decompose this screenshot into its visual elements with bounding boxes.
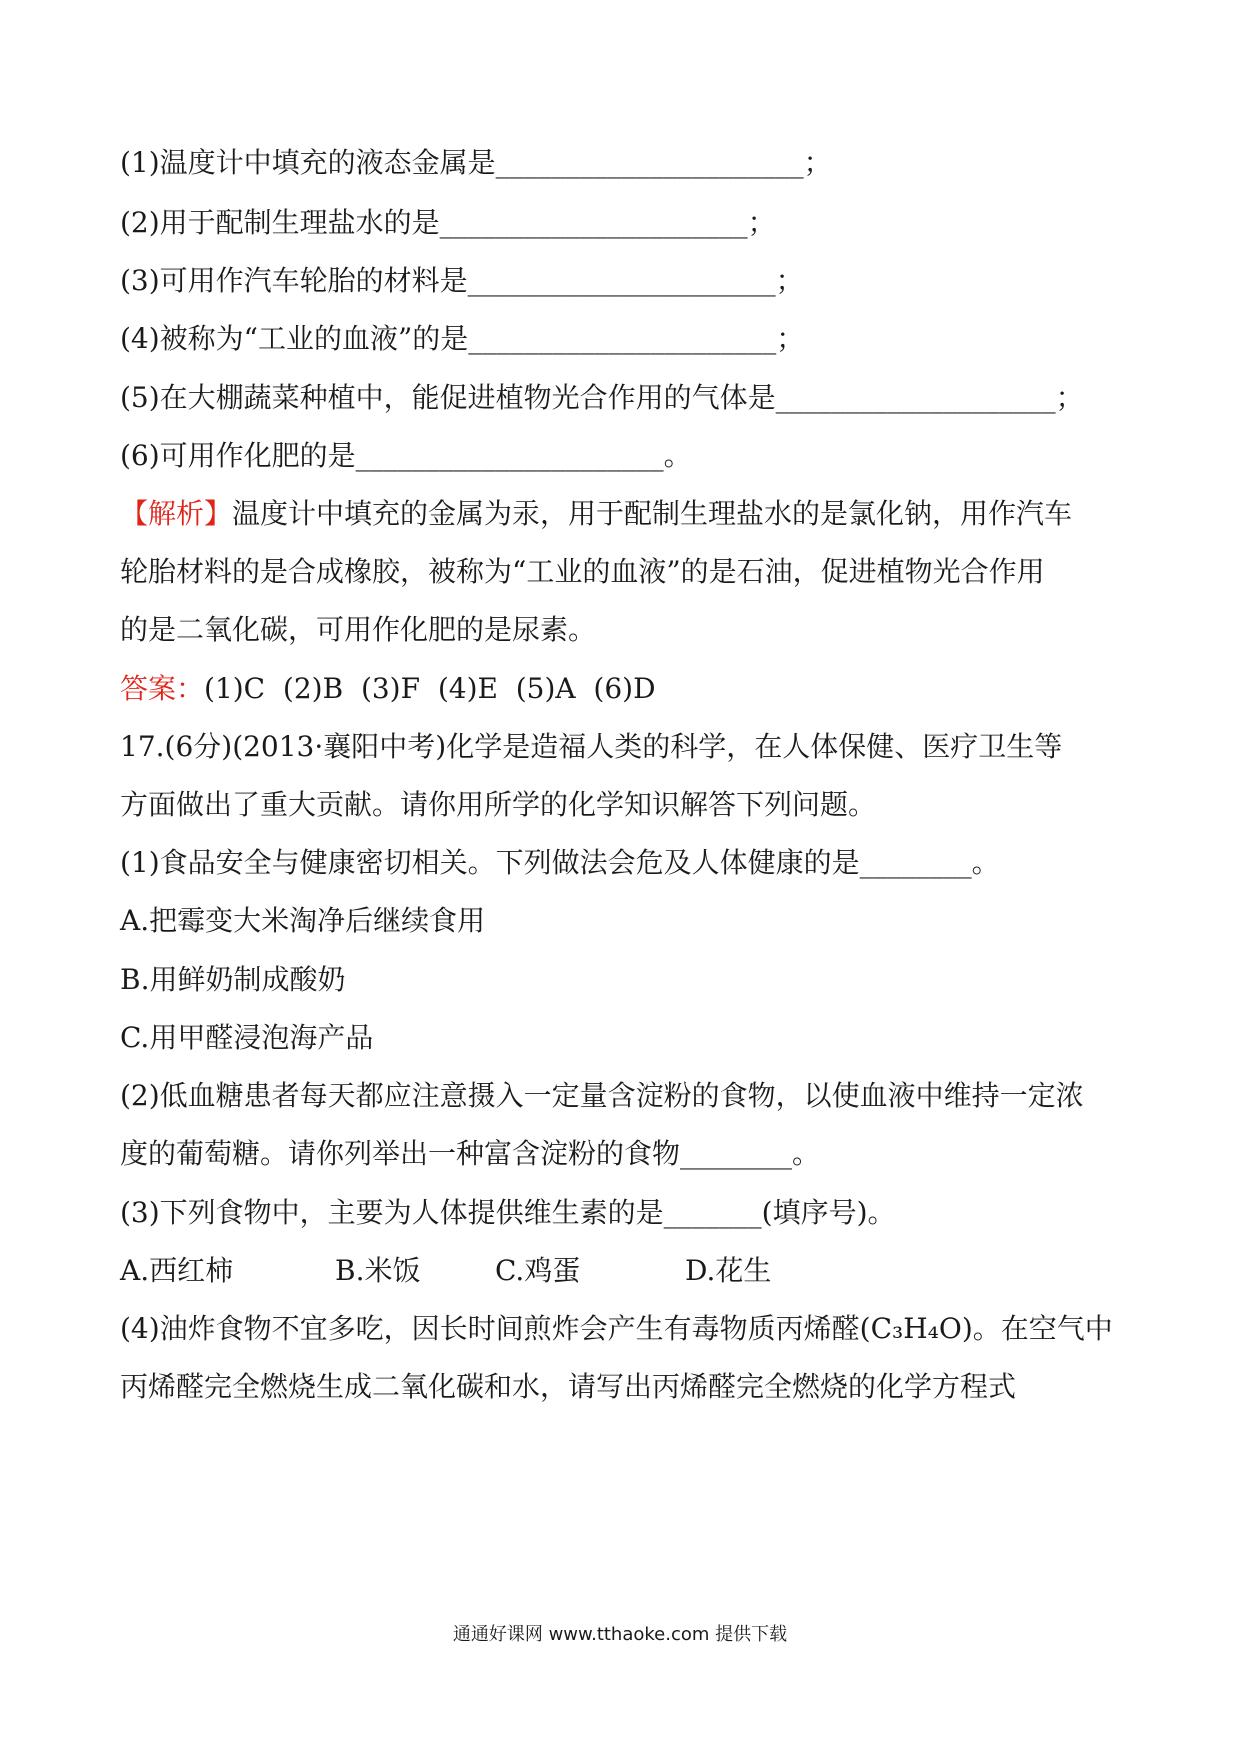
analysis-line-3: 的是二氧化碳，可用作化肥的是尿素。	[120, 613, 597, 646]
q16-item-3: (3)可用作汽车轮胎的材料是______________________；	[120, 264, 804, 297]
q16-item-2: (2)用于配制生理盐水的是______________________；	[120, 206, 776, 239]
answer-line	[120, 669, 656, 709]
q17-part-3-option-a: A.西红柿	[120, 1254, 234, 1287]
analysis-text-1: 温度计中填充的金属为汞，用于配制生理盐水的是氯化钠，用作汽车	[232, 497, 1073, 530]
q17-part-4-line-1: (4)油炸食物不宜多吃，因长时间煎炸会产生有毒物质丙烯醛(C₃H₄O)。在空气中	[120, 1312, 1113, 1345]
analysis-label: 【解析】	[120, 497, 233, 530]
q17-part-1: (1)食品安全与健康密切相关。下列做法会危及人体健康的是________。	[120, 846, 1000, 879]
analysis-line-2: 轮胎材料的是合成橡胶，被称为“工业的血液”的是石油，促进植物光合作用	[120, 555, 1045, 588]
q17-part-3-option-d: D.花生	[685, 1254, 772, 1287]
q17-part-3: (3)下列食物中，主要为人体提供维生素的是_______(填序号)。	[120, 1196, 896, 1229]
answer-text: (1)C (2)B (3)F (4)E (5)A (6)D	[204, 672, 656, 705]
q17-part-3-option-b: B.米饭	[335, 1254, 421, 1287]
q17-part-1-option-c: C.用甲醛浸泡海产品	[120, 1021, 374, 1054]
q16-item-1: (1)温度计中填充的液态金属是______________________；	[120, 146, 832, 179]
page-footer: 通通好课网 www.tthaoke.com 提供下载	[452, 1624, 788, 1645]
q17-part-1-option-a: A.把霉变大米淘净后继续食用	[120, 904, 486, 937]
q17-stem-line-1: 17.(6分)(2013·襄阳中考)化学是造福人类的科学，在人体保健、医疗卫生等	[120, 730, 1063, 763]
q16-item-6: (6)可用作化肥的是______________________。	[120, 439, 692, 472]
q17-part-4-line-2: 丙烯醛完全燃烧生成二氧化碳和水，请写出丙烯醛完全燃烧的化学方程式	[120, 1370, 1017, 1403]
q17-part-3-option-c: C.鸡蛋	[495, 1254, 581, 1287]
answer-label: 答案：	[120, 672, 205, 705]
q16-item-4: (4)被称为“工业的血液”的是______________________；	[120, 322, 805, 355]
analysis-line-1	[120, 494, 1072, 534]
q17-part-2-line-1: (2)低血糖患者每天都应注意摄入一定量含淀粉的食物，以使血液中维持一定浓	[120, 1079, 1084, 1112]
q16-item-5: (5)在大棚蔬菜种植中，能促进植物光合作用的气体是____________________；	[120, 381, 1084, 414]
q17-part-2-line-2: 度的葡萄糖。请你列举出一种富含淀粉的食物________。	[120, 1137, 821, 1170]
q17-stem-line-2: 方面做出了重大贡献。请你用所学的化学知识解答下列问题。	[120, 788, 877, 821]
q17-part-1-option-b: B.用鲜奶制成酸奶	[120, 963, 346, 996]
